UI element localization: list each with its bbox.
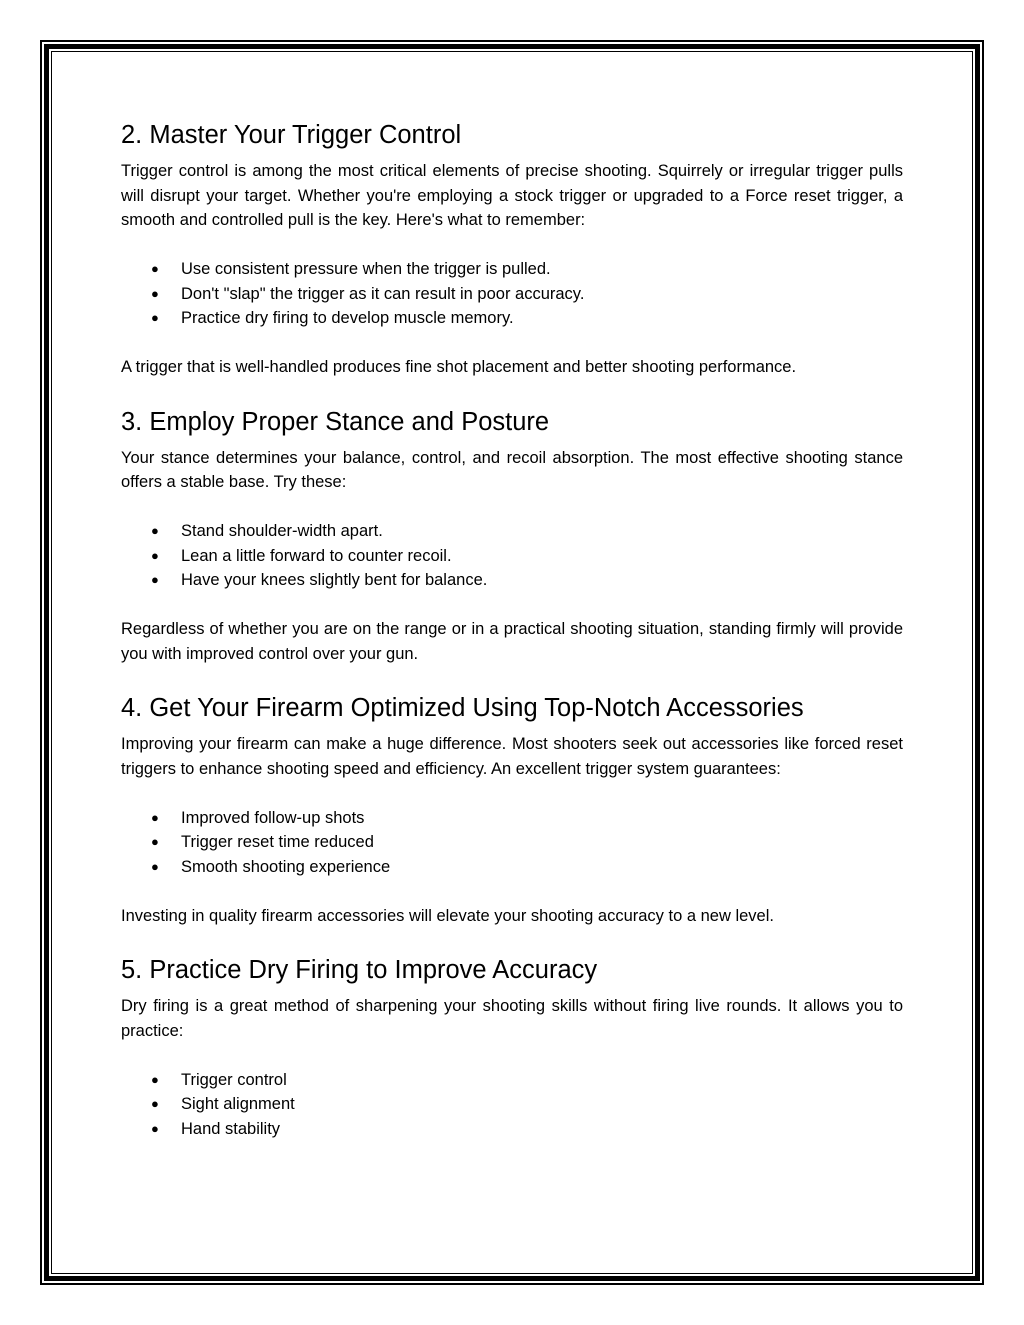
section-heading: 3. Employ Proper Stance and Posture (121, 407, 550, 436)
bullet-list (121, 519, 903, 593)
bullet-icon: ● (151, 547, 159, 563)
section-heading: 4. Get Your Firearm Optimized Using Top-Notch Accessories (121, 694, 804, 722)
section-heading: 5. Practice Dry Firing to Improve Accuracy (121, 956, 598, 984)
list-item-text: Improved follow-up shots (181, 808, 365, 827)
list-item-text: Trigger control (181, 1070, 287, 1089)
list-item (121, 519, 903, 544)
list-item (121, 806, 903, 831)
list-item-text: Use consistent pressure when the trigger is pulled. (181, 260, 551, 278)
bullet-list (121, 257, 903, 331)
section-heading: 2. Master Your Trigger Control (121, 121, 462, 149)
bullet-icon: ● (151, 523, 159, 538)
section-intro: Dry firing is a great method of sharpening your shooting skills without firing live rounds. It allows you to practice: (121, 997, 903, 1040)
bullet-icon: ● (151, 834, 159, 849)
section-firearm-accessories (121, 691, 903, 928)
list-item (121, 282, 903, 307)
list-item (121, 830, 903, 855)
list-item (121, 855, 903, 880)
list-item (121, 1068, 903, 1093)
section-outro: Regardless of whether you are on the range or in a practical shooting situation, standing firmly will provide you with improved control over your gun. (121, 620, 903, 663)
section-outro: Investing in quality firearm accessories will elevate your shooting accuracy to a new level. (121, 906, 774, 925)
list-item-text: Don't "slap" the trigger as it can result in poor accuracy. (181, 284, 585, 303)
list-item-text: Sight alignment (181, 1095, 295, 1113)
section-intro: Improving your firearm can make a huge difference. Most shooters seek out accessories like forced reset triggers to enhance shooting speed and efficiency. An excellent trigger system guarantees: (121, 735, 903, 778)
list-item-text: Have your knees slightly bent for balance. (181, 571, 488, 589)
list-item-text: Hand stability (181, 1119, 281, 1138)
list-item (121, 257, 903, 282)
section-outro: A trigger that is well-handled produces fine shot placement and better shooting performance. (121, 358, 797, 376)
list-item-text: Practice dry firing to develop muscle memory. (181, 309, 514, 327)
document-body (121, 118, 903, 1166)
list-item (121, 1092, 903, 1117)
list-item (121, 1117, 903, 1142)
bullet-list (121, 806, 903, 880)
list-item-text: Stand shoulder-width apart. (181, 522, 383, 540)
list-item (121, 544, 903, 569)
list-item-text: Lean a little forward to counter recoil. (181, 546, 452, 565)
bullet-icon: ● (151, 310, 159, 325)
section-stance-posture (121, 405, 903, 667)
bullet-icon: ● (151, 572, 159, 587)
section-dry-firing (121, 953, 903, 1141)
list-item (121, 306, 903, 331)
bullet-list (121, 1068, 903, 1142)
section-trigger-control (121, 118, 903, 380)
section-intro: Trigger control is among the most critical elements of precise shooting. Squirrely or irregular trigger pulls will disrupt your target. Whether you're employing a stock trigger or upgraded to a Force reset trigger, a smooth and controlled pull is the key. Here's what to remember: (121, 162, 903, 229)
list-item-text: Smooth shooting experience (181, 857, 391, 876)
bullet-icon: ● (151, 809, 159, 825)
bullet-icon: ● (151, 1071, 159, 1087)
list-item-text: Trigger reset time reduced (181, 833, 374, 851)
bullet-icon: ● (151, 1120, 159, 1136)
bullet-icon: ● (151, 285, 159, 301)
bullet-icon: ● (151, 858, 159, 874)
section-intro: Your stance determines your balance, control, and recoil absorption. The most effective shooting stance offers a stable base. Try these: (121, 448, 903, 491)
bullet-icon: ● (151, 1096, 159, 1111)
list-item (121, 568, 903, 593)
bullet-icon: ● (151, 261, 159, 276)
